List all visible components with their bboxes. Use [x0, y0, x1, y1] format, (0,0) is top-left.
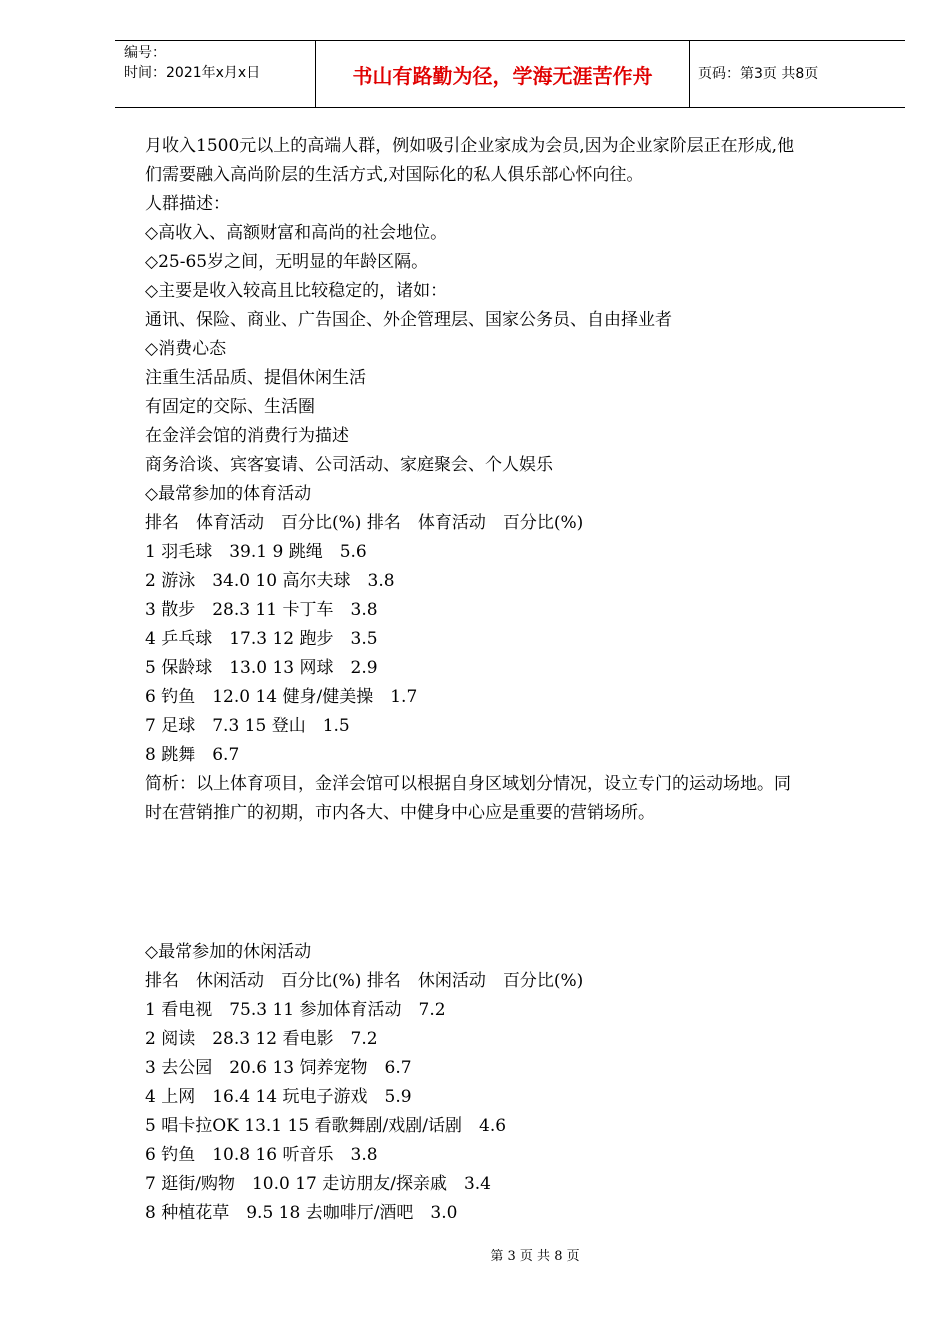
document-time-label: 时间：2021年x月x日 [124, 65, 261, 81]
sports-table-row: 3 散步 28.3 11 卡丁车 3.8 [145, 600, 378, 620]
leisure-table-row: 3 去公园 20.6 13 饲养宠物 6.7 [145, 1058, 412, 1078]
header-page-info: 页码：第3页 共8页 [698, 66, 819, 82]
text-line: ◇25-65岁之间，无明显的年龄区隔。 [145, 252, 429, 272]
leisure-table-row: 6 钓鱼 10.8 16 听音乐 3.8 [145, 1145, 378, 1165]
leisure-table-row: 8 种植花草 9.5 18 去咖啡厅/酒吧 3.0 [145, 1203, 458, 1223]
sports-table-row: 2 游泳 34.0 10 高尔夫球 3.8 [145, 571, 395, 591]
text-line: 通讯、保险、商业、广告国企、外企管理层、国家公务员、自由择业者 [145, 310, 672, 330]
text-line: 有固定的交际、生活圈 [145, 397, 315, 417]
leisure-table-header: 排名 休闲活动 百分比(%) 排名 休闲活动 百分比(%) [145, 971, 584, 991]
text-line: 月收入1500元以上的高端人群，例如吸引企业家成为会员,因为企业家阶层正在形成,他 [145, 136, 795, 156]
analysis-text: 简析：以上体育项目，金洋会馆可以根据自身区域划分情况，设立专门的运动场地。同 [145, 774, 791, 794]
text-line: 在金洋会馆的消费行为描述 [145, 426, 349, 446]
header-meta [115, 41, 315, 107]
leisure-table-row: 2 阅读 28.3 12 看电影 7.2 [145, 1029, 378, 1049]
leisure-table-row: 7 逛街/购物 10.0 17 走访朋友/探亲戚 3.4 [145, 1174, 492, 1194]
sports-table-row: 7 足球 7.3 15 登山 1.5 [145, 716, 350, 736]
page-footer: 第 3 页 共 8 页 [490, 1249, 580, 1264]
document-number-label: 编号： [124, 45, 166, 61]
text-line: ◇高收入、高额财富和高尚的社会地位。 [145, 223, 448, 243]
leisure-table-row: 1 看电视 75.3 11 参加体育活动 7.2 [145, 1000, 446, 1020]
sports-table-header: 排名 体育活动 百分比(%) 排名 体育活动 百分比(%) [145, 513, 584, 533]
text-line: 们需要融入高尚阶层的生活方式,对国际化的私人俱乐部心怀向往。 [145, 165, 644, 185]
text-line: 商务洽谈、宾客宴请、公司活动、家庭聚会、个人娱乐 [145, 455, 553, 475]
text-line: 注重生活品质、提倡休闲生活 [145, 368, 366, 388]
sports-table-row: 8 跳舞 6.7 [145, 745, 240, 765]
text-line: ◇主要是收入较高且比较稳定的，诸如： [145, 281, 448, 301]
leisure-table-row: 4 上网 16.4 14 玩电子游戏 5.9 [145, 1087, 412, 1107]
leisure-heading: ◇最常参加的休闲活动 [145, 942, 312, 962]
sports-table-row: 1 羽毛球 39.1 9 跳绳 5.6 [145, 542, 367, 562]
sports-table-row: 4 乒乓球 17.3 12 跑步 3.5 [145, 629, 378, 649]
main-text-section-2 [145, 938, 880, 1228]
page-header [115, 40, 905, 108]
leisure-table-row: 5 唱卡拉OK 13.1 15 看歌舞剧/戏剧/话剧 4.6 [145, 1116, 507, 1136]
text-line: ◇消费心态 [145, 339, 227, 359]
sports-table-row: 5 保龄球 13.0 13 网球 2.9 [145, 658, 378, 678]
main-text-section-1 [145, 132, 880, 828]
sports-table-row: 6 钓鱼 12.0 14 健身/健美操 1.7 [145, 687, 418, 707]
sports-heading: ◇最常参加的体育活动 [145, 484, 312, 504]
text-line: 人群描述： [145, 194, 230, 214]
analysis-text: 时在营销推广的初期，市内各大、中健身中心应是重要的营销场所。 [145, 803, 655, 823]
header-motto: 书山有路勤为径，学海无涯苦作舟 [315, 41, 690, 107]
